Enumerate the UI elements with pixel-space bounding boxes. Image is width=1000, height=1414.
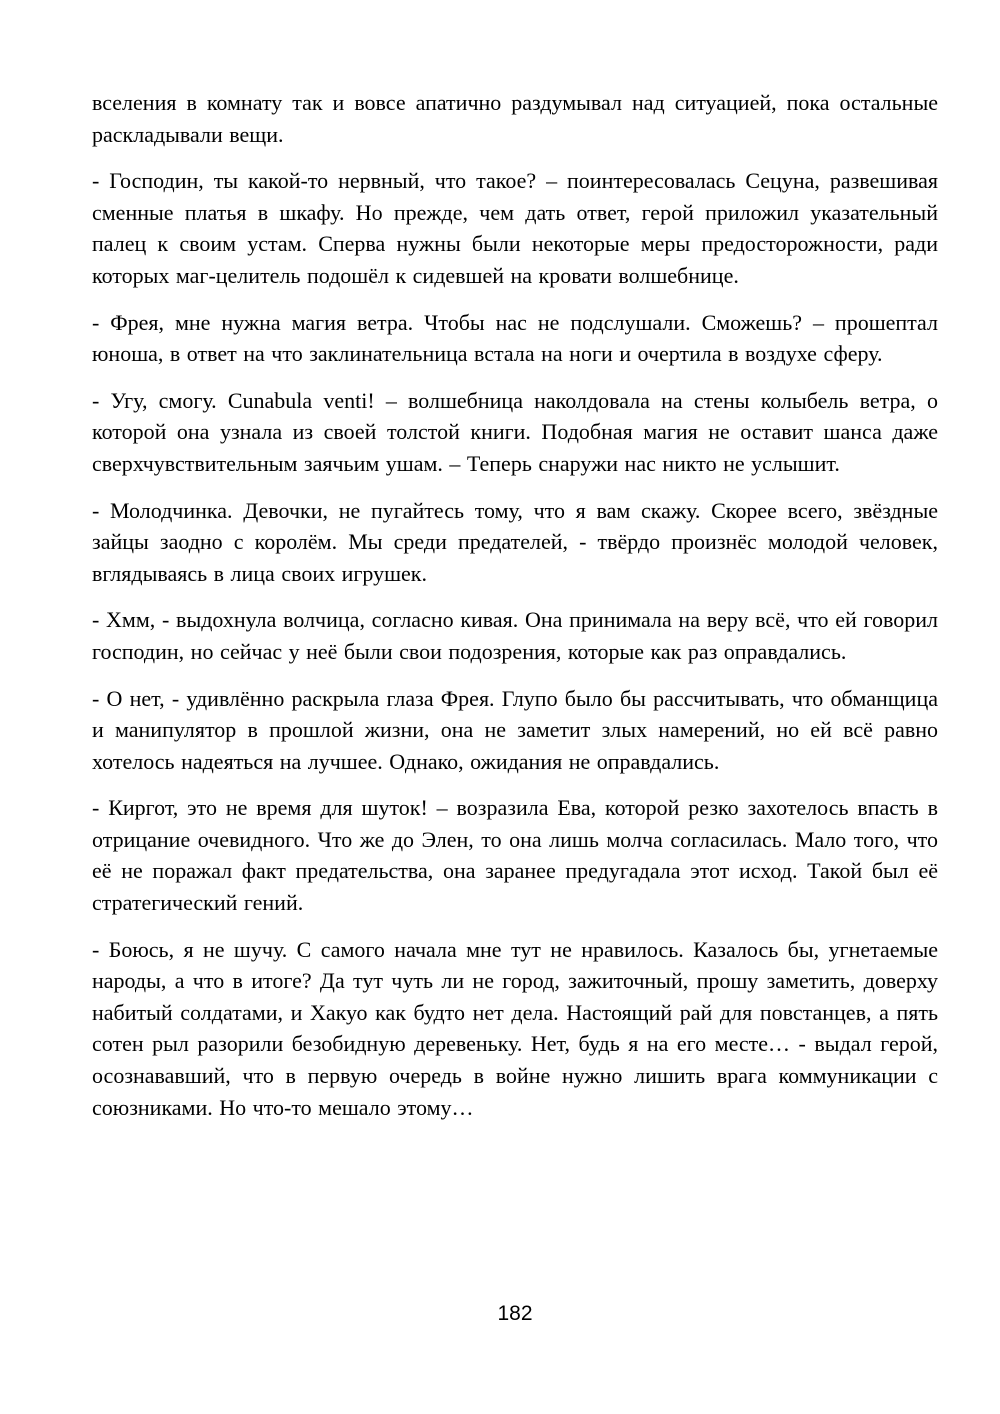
paragraph: - Боюсь, я не шучу. С самого начала мне тут не нравилось. Казалось бы, угнетаемые народы, а что в итоге? Да тут чуть ли не город, зажиточный, прошу заметить, доверху набитый солдатами, и Хакуо как будто нет дела. Настоящий рай для повстанцев, а пять сотен рыл разорили безобидную деревеньку. Нет, будь я на его месте… - выдал герой, осознававший, что в первую очередь в войне нужно лишить врага коммуникации с союзниками. Но что-то мешало этому… bbox=[92, 936, 938, 1120]
paragraph: - Молодчинка. Девочки, не пугайтесь тому, что я вам скажу. Скорее всего, звёздные зайцы заодно с королём. Мы среди предателей, - твёрдо произнёс молодой человек, вглядываясь в лица своих игрушек. bbox=[92, 497, 938, 586]
paragraph: - Угу, смогу. Cunabula venti! – волшебница наколдовала на стены колыбель ветра, о которой она узнала из своей толстой книги. Подобная магия не оставит шанса даже сверхчувствительным заячьим ушам. – Теперь снаружи нас никто не услышит. bbox=[92, 387, 938, 476]
paragraph: - Фрея, мне нужна магия ветра. Чтобы нас не подслушали. Сможешь? – прошептал юноша, в ответ на что заклинательница встала на ноги и очертила в воздухе сферу. bbox=[92, 309, 938, 367]
paragraph: - Киргот, это не время для шуток! – возразила Ева, которой резко захотелось впасть в отрицание очевидного. Что же до Элен, то она лишь молча согласилась. Мало того, что её не поражал факт предательства, она заранее предугадала этот исход. Такой был её стратегический гений. bbox=[92, 795, 938, 916]
paragraph: вселения в комнату так и вовсе апатично раздумывал над ситуацией, пока остальные раскладывали вещи. bbox=[92, 90, 938, 147]
paragraph: - Господин, ты какой-то нервный, что такое? – поинтересовалась Сецуна, развешивая сменные платья в шкафу. Но прежде, чем дать ответ, герой приложил указательный палец к своим устам. Сперва нужны были некоторые меры предосторожности, ради которых маг-целитель подошёл к сидевшей на кровати волшебнице. bbox=[92, 168, 938, 288]
page-number: 182 bbox=[497, 1302, 533, 1325]
paragraph: - Хмм, - выдохнула волчица, согласно кивая. Она принимала на веру всё, что ей говорил господин, но сейчас у неё были свои подозрения, которые как раз оправдались. bbox=[92, 607, 938, 664]
paragraph: - О нет, - удивлённо раскрыла глаза Фрея. Глупо было бы рассчитывать, что обманщица и манипулятор в прошлой жизни, она не заметит злых намерений, но ей всё равно хотелось надеяться на лучшее. Однако, ожидания не оправдались. bbox=[92, 685, 938, 774]
